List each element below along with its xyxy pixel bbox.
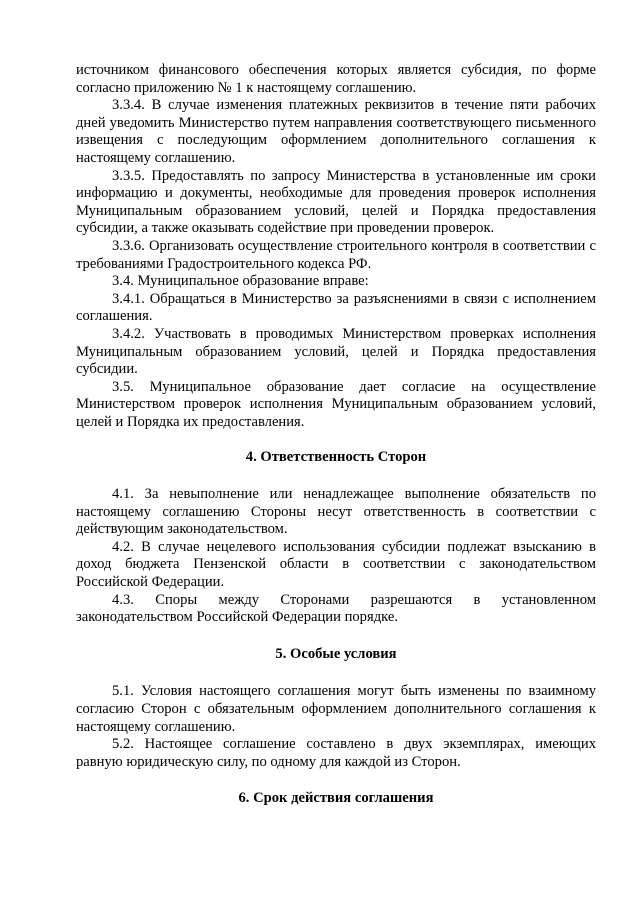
clause-3-4-1: 3.4.1. Обращаться в Министерство за разъяснениями в связи с исполнением соглашения. (76, 290, 596, 325)
clause-3-4: 3.4. Муниципальное образование вправе: (112, 273, 369, 290)
clause-4-2: 4.2. В случае нецелевого использования субсидии подлежат взысканию в доход бюджета Пензенской области в соответствии с законодательством Российской Федерации. (76, 538, 596, 591)
section-heading-6: 6. Срок действия соглашения (238, 790, 434, 807)
document-page (76, 62, 596, 808)
clause-4-1: 4.1. За невыполнение или ненадлежащее выполнение обязательств по настоящему соглашению Стороны несут ответственность в соответствии с действующим законодательством. (76, 486, 596, 538)
section-heading-4: 4. Ответственность Сторон (245, 449, 427, 466)
clause-3-3-6: 3.3.6. Организовать осуществление строительного контроля в соответствии с требованиями Градостроительного кодекса РФ. (76, 237, 596, 272)
paragraph-continuation: источником финансового обеспечения которых является субсидия, по форме согласно приложению № 1 к настоящему соглашению. (76, 62, 596, 96)
clause-4-3: 4.3. Споры между Сторонами разрешаются в установленном законодательством Российской Федерации порядке. (76, 591, 596, 626)
clause-5-2: 5.2. Настоящее соглашение составлено в двух экземплярах, имеющих равную юридическую силу, по одному для каждой из Сторон. (76, 736, 596, 770)
section-heading-5: 5. Особые условия (275, 645, 397, 662)
clause-5-1: 5.1. Условия настоящего соглашения могут быть изменены по взаимному согласию Сторон с обязательным оформлением дополнительного соглашения к настоящему соглашению. (76, 683, 596, 735)
clause-3-3-5: 3.3.5. Предоставлять по запросу Министерства в установленные им сроки информацию и документы, необходимые для проведения проверок исполнения Муниципальным образованием условий, целей и Порядка предоставления субсидии, а также оказывать содействие при проведении проверок. (76, 167, 596, 237)
clause-3-5: 3.5. Муниципальное образование дает согласие на осуществление Министерством проверок исполнения Муниципальным образованием условий, целей и Порядка их предоставления. (76, 378, 596, 430)
clause-3-4-2: 3.4.2. Участвовать в проводимых Министерством проверках исполнения Муниципальным образованием условий, целей и Порядка предоставления субсидии. (76, 325, 596, 378)
clause-3-3-4: 3.3.4. В случае изменения платежных реквизитов в течение пяти рабочих дней уведомить Министерство путем направления соответствующего письменного извещения с последующим оформлением дополнительного соглашения к настоящему соглашению. (76, 97, 596, 166)
